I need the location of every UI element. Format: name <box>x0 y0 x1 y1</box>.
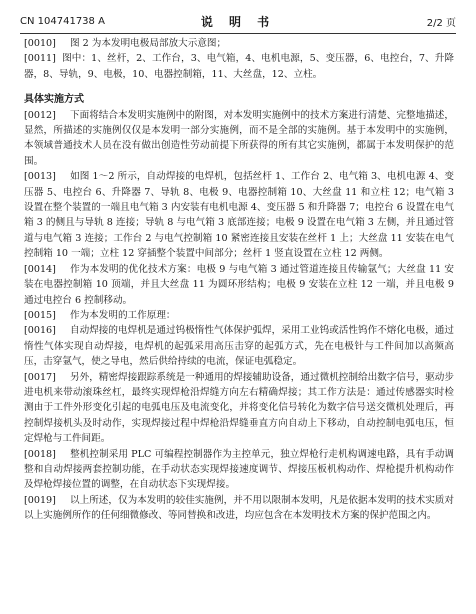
paragraph-number: [0016] <box>24 325 56 337</box>
paragraph-number: [0012] <box>24 109 56 121</box>
section-heading: 具体实施方式 <box>24 94 84 106</box>
paragraph-0010 <box>24 36 454 51</box>
paragraph-text: 自动焊接的电焊机是通过钨极惰性气体保护弧焊，采用工业钨或活性钨作不熔化电极，通过惰性气体实现自动焊接，电焊机的起弧采用高压击穿的起弧方式，先在电极针与工件间加以高频高压，击穿氩气，使之导电，然后供给持续的电流，保证电弧稳定。 <box>24 325 454 368</box>
paragraph-0016 <box>24 323 454 369</box>
paragraph-0018 <box>24 447 454 493</box>
paragraph-number: [0014] <box>24 263 56 275</box>
paragraph-0014 <box>24 262 454 308</box>
paragraph-number: [0011] <box>24 53 56 65</box>
paragraph-0013 <box>24 169 454 261</box>
document-body <box>24 36 454 524</box>
header-divider <box>20 33 456 34</box>
document-title: 说 明 书 <box>200 14 276 29</box>
page-indicator: 2/2 页 <box>426 17 456 29</box>
paragraph-text: 图 2 为本发明电极局部放大示意图； <box>70 38 227 49</box>
paragraph-0015 <box>24 308 454 323</box>
paragraph-number: [0017] <box>24 371 56 383</box>
paragraph-number: [0015] <box>24 309 56 321</box>
paragraph-0011 <box>24 51 454 82</box>
paragraph-text: 以上所述，仅为本发明的较佳实施例，并不用以限制本发明，凡是依据本发明的技术实质对以上实施例所作的任何细微修改、等同替换和改进，均应包含在本发明技术方案的保护范围之内。 <box>24 494 454 522</box>
paragraph-number: [0013] <box>24 171 56 183</box>
paragraph-number: [0010] <box>24 38 56 49</box>
document-number: CN 104741738 A <box>20 15 105 27</box>
paragraph-text: 作为本发明的优化技术方案：电极 9 与电气箱 3 通过管道连接且传输氩气；大丝盘 11 安装在电器控制箱 10 顶端，并且大丝盘 11 为圆环形结构；电极 9 安装在立柱 12 一端，并且电极 9 通过电控台 6 控制移动。 <box>24 263 454 306</box>
paragraph-number: [0019] <box>24 494 56 506</box>
paragraph-text: 下面将结合本发明实施例中的附图，对本发明实施例中的技术方案进行清楚、完整地描述，显然，所描述的实施例仅仅是本发明一部分实施例，而不是全部的实施例。基于本发明中的实施例，本领域普通技术人员在没有做出创造性劳动前提下所获得的所有其它实施例，都属于本发明保护的范围。 <box>24 109 454 167</box>
paragraph-0019 <box>24 493 454 524</box>
paragraph-0012 <box>24 108 454 170</box>
page-header <box>20 12 456 30</box>
paragraph-text: 图中：1、丝杆，2、工作台，3、电气箱，4、电机电源，5、变压器，6、电控台，7、升降器，8、导轨，9、电极，10、电器控制箱，11、大丝盘，12、立柱。 <box>24 53 454 80</box>
paragraph-number: [0018] <box>24 448 56 460</box>
paragraph-text: 整机控制采用 PLC 可编程控制器作为主控单元，独立焊枪行走机构调速电路，具有手动调整和自动焊接两套控制功能，在手动状态实现焊接速度调节、焊接压板机构动作、焊枪提升机构动作及焊枪焊接位置的调整，在自动状态下实现焊接。 <box>24 448 454 491</box>
paragraph-0017 <box>24 370 454 447</box>
paragraph-text: 如图 1～2 所示，自动焊接的电焊机，包括丝杆 1、工作台 2、电气箱 3、电机电源 4、变压器 5、电控台 6、升降器 7、导轨 8、电极 9、电器控制箱 10、大丝盘 11 和立柱 12；电气箱 3 设置在整个装置的一端且电气箱 3 内安装有电机电源 4、变压器 5 和升降器 7；电控台 6 设置在电气箱 3 的侧且与导轨 8 连接；导轨 8 与电气箱 3 底部连接；电极 9 设置在电气箱 3 左侧，并且通过管道与电气箱 3 连接；工作台 2 与电气控制箱 10 紧密连接且安装在丝杆 1 上；大丝盘 11 安装在电气控制箱 10 一端；立柱 12 穿插整个装置中间部分；丝杆 1 竖直设置在立柱 12 两侧。 <box>24 171 454 260</box>
paragraph-text: 另外，精密焊接跟踪系统是一种通用的焊接辅助设备，通过微机控制给出数字信号，驱动步进电机来带动滚珠丝杠，最终实现焊枪沿焊缝方向左右精确焊接；其工作方法是：通过传感器实时检测由于工件外形变化引起的电弧电压及电流变化，并将变化信号转化为数字信号送交微机处理后，再控制焊接机头及时动作，实现焊接过程中焊枪沿焊缝垂直方向自动上下移动，自动控制电弧电压，恒定焊枪与工件间距。 <box>24 371 454 445</box>
paragraph-text: 作为本发明的工作原理： <box>70 309 176 321</box>
